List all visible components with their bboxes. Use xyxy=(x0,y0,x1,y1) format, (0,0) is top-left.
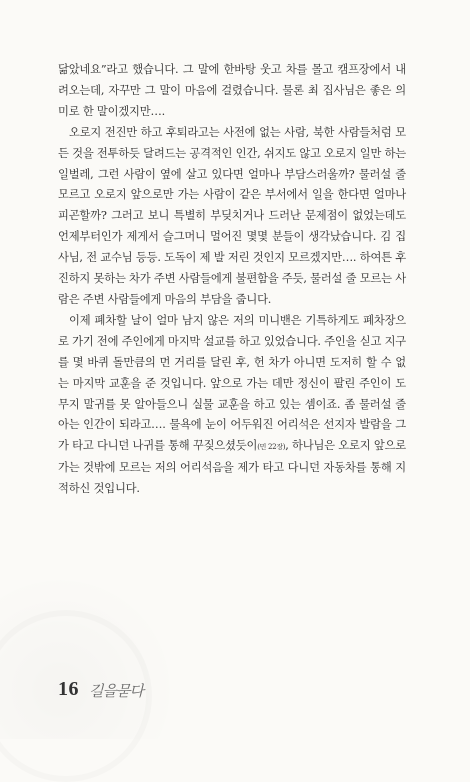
paragraph-2 xyxy=(58,123,406,311)
paragraph-1-text: 닮았네요”라고 했습니다. 그 말에 한바탕 웃고 차를 몰고 캠프장에서 내려오는데, 자꾸만 그 말이 마음에 걸렸습니다. 물론 최 집사님은 좋은 의미로 한 말이겠지만…. xyxy=(58,63,406,118)
page-footer xyxy=(58,667,143,701)
page-number: 16 xyxy=(58,678,79,700)
book-logo: 길을묻다 xyxy=(89,682,143,700)
paragraph-3-text-a: 이제 폐차할 날이 얼마 남지 않은 저의 미니밴은 기특하게도 폐차장으로 가기 전에 주인에게 마지막 설교를 하고 있었습니다. 주인을 싣고 지구를 몇 바퀴 돌만큼의 먼 거리를 달린 후, 헌 차가 아니면 도저히 할 수 없는 마지막 교훈을 준 것입니다. 앞으로 가는 데만 정신이 팔린 주인이 도무지 말귀를 못 알아들으니 실물 교훈을 하고 있는 셈이죠. 좀 물러설 줄 아는 인간이 되라고…. 물욕에 눈이 어두워진 어리석은 선지자 발람을 그가 타고 다니던 나귀를 통해 꾸짖으셨듯이 xyxy=(58,313,406,453)
paragraph-3-text-b: , 하나님은 오로지 앞으로 가는 것밖에 모르는 저의 어리석음을 제가 타고 다니던 자동차를 통해 지적하신 것입니다. xyxy=(58,439,406,496)
paragraph-3 xyxy=(58,311,406,500)
bible-reference: (민 22장) xyxy=(257,443,286,452)
body-text xyxy=(58,60,406,500)
paragraph-1 xyxy=(58,60,406,123)
paragraph-2-text: 오로지 전진만 하고 후퇴라고는 사전에 없는 사람, 북한 사람들처럼 모든 것을 전투하듯 달려드는 공격적인 인간, 쉬지도 않고 오로지 일만 하는 일벌레, 그런 사람이 옆에 살고 있다면 얼마나 부담스러울까? 물러설 줄 모르고 오로지 앞으로만 가는 사람이 같은 부서에서 일을 한다면 얼마나 피곤할까? 그러고 보니 특별히 부딪치거나 드러난 문제점이 없었는데도 언제부터인가 제게서 슬그머니 멀어진 몇몇 분들이 생각났습니다. 김 집사님, 전 교수님 등등. 도독이 제 발 저린 것인지 모르겠지만…. 하여튼 후진하지 못하는 차가 주변 사람들에게 불편함을 주듯, 물러설 줄 모르는 사람은 주변 사람들에게 마음의 부담을 줍니다. xyxy=(58,125,406,306)
